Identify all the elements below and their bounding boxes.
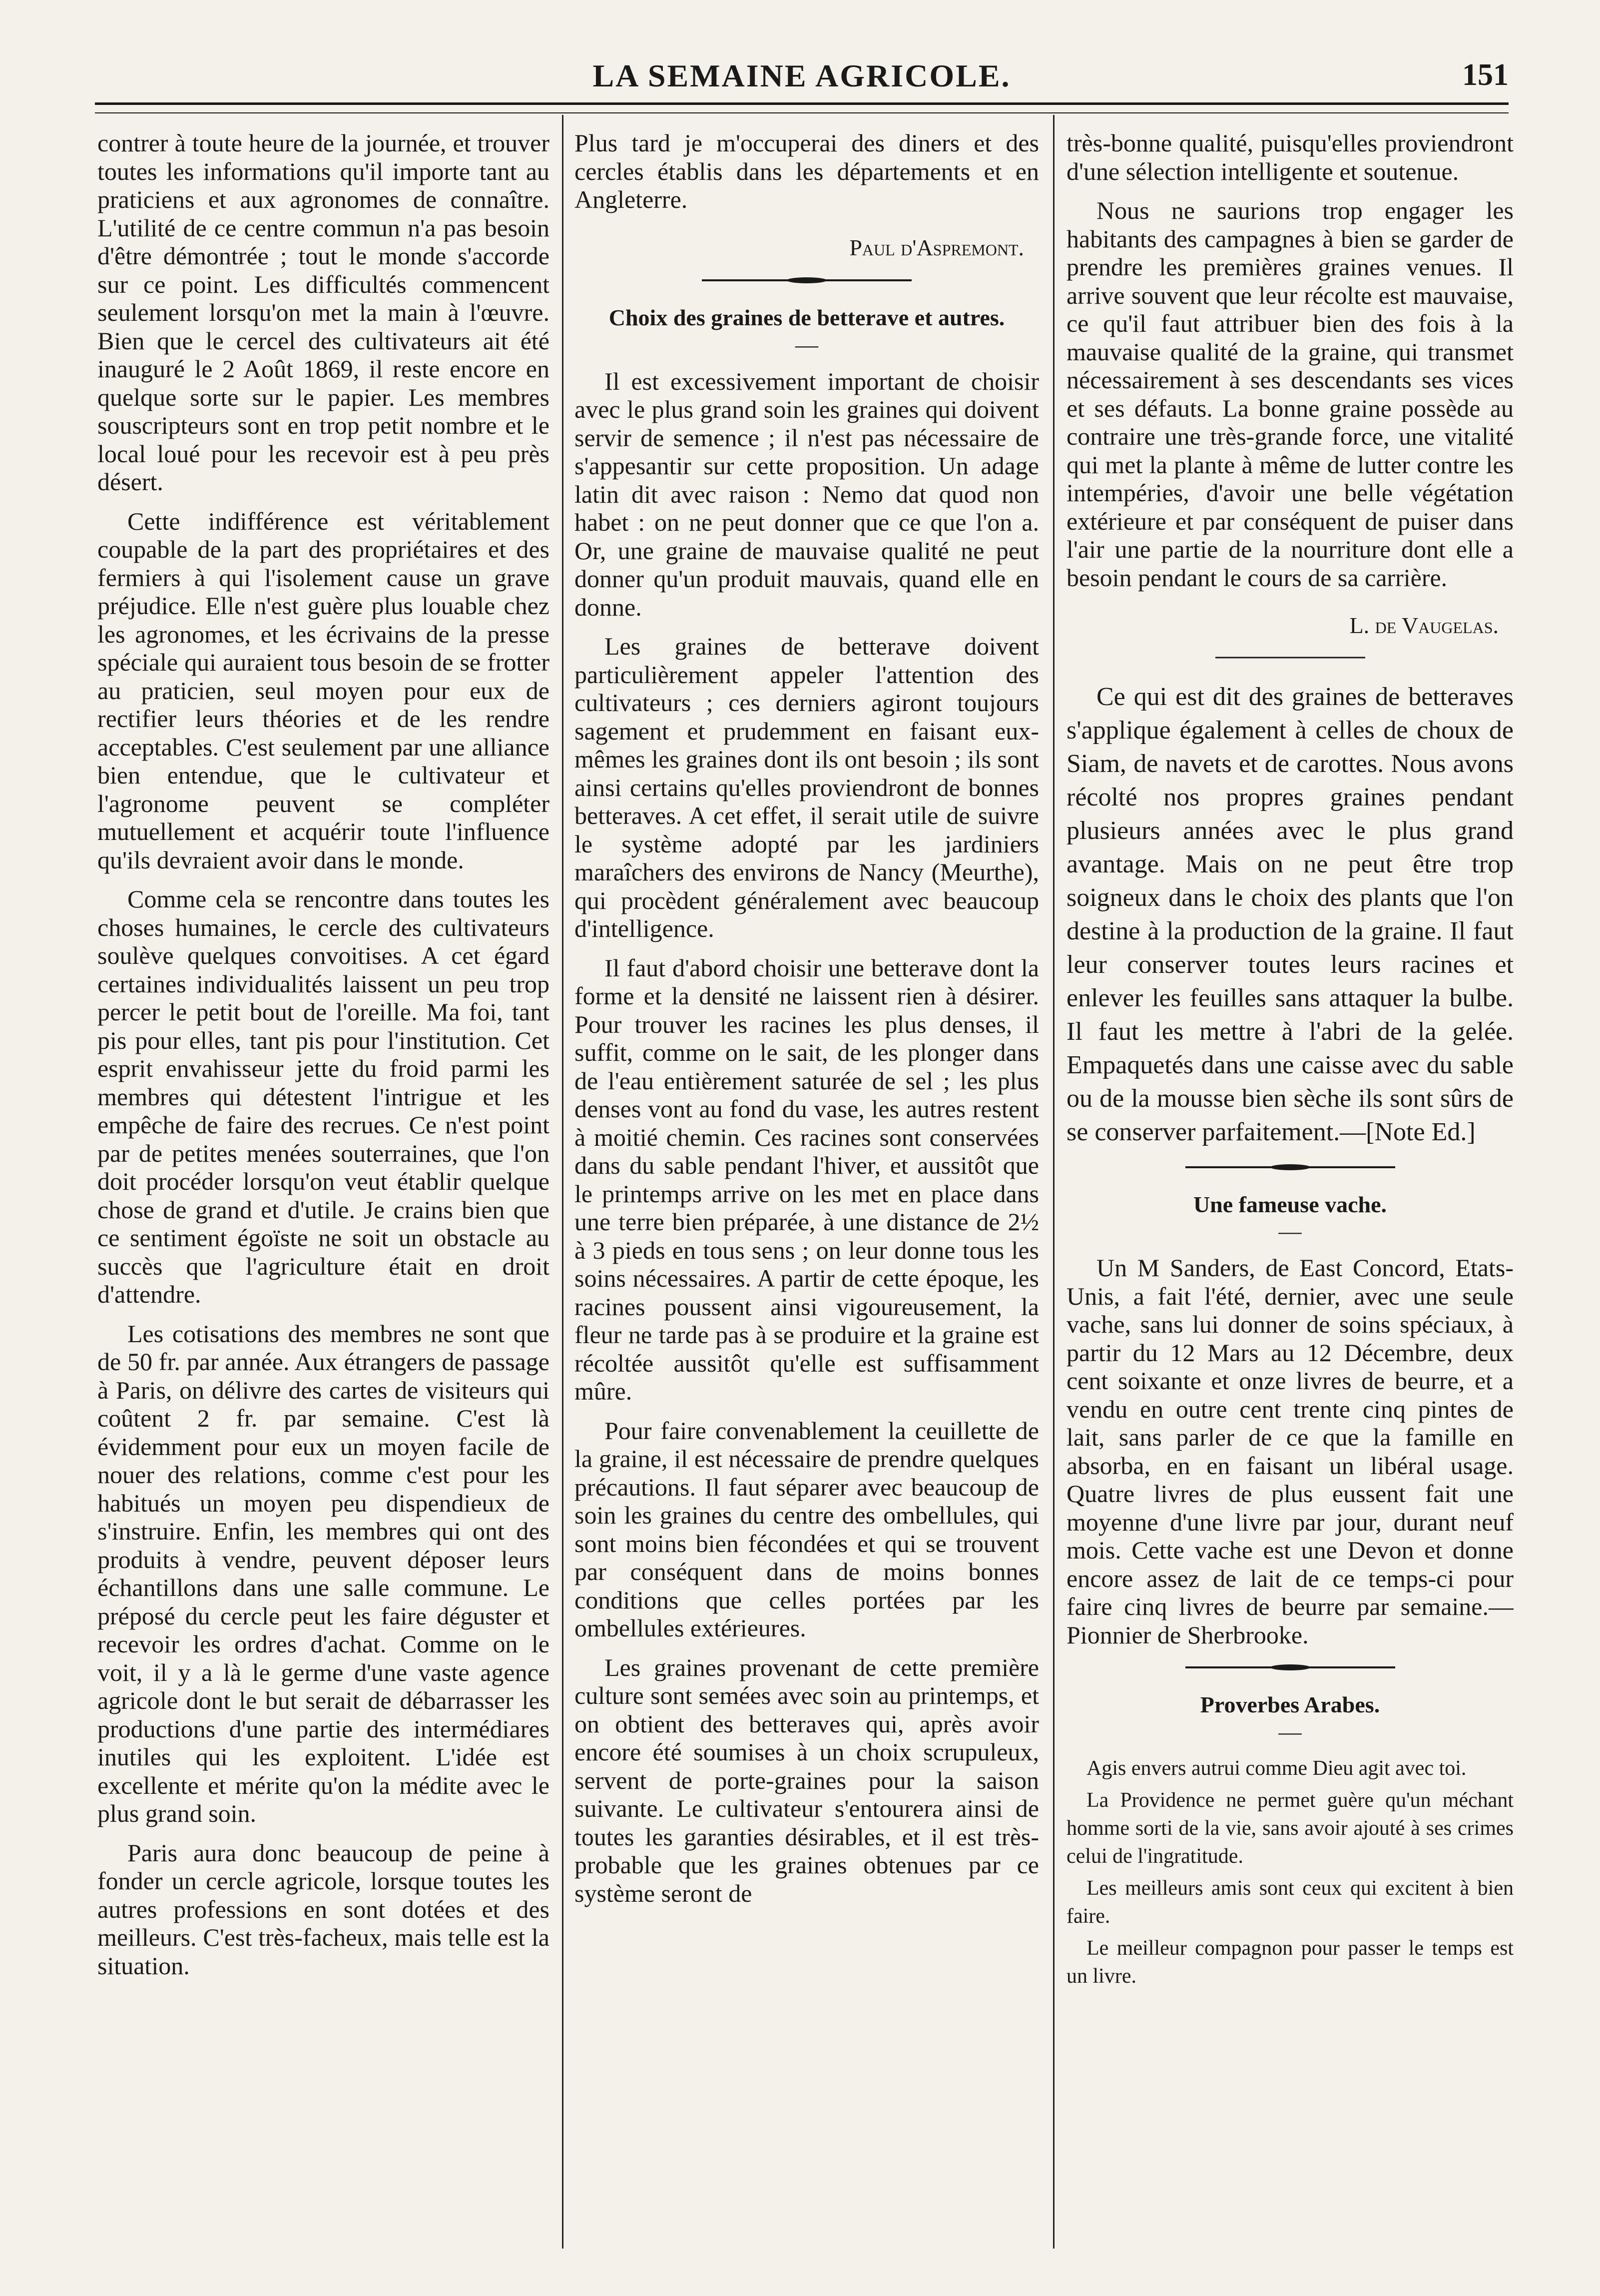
section-title: Choix des graines de betterave et autres. [608,305,1005,330]
column-divider [562,115,563,2249]
proverb: Le meilleur compagnon pour passer le temps est un livre. [1067,1936,1514,1988]
paragraph: Les graines provenant de cette première culture sont semées avec soin au printemps, et on obtient des betteraves qui, après avoir encore été soumises à un choix scrupuleux, servent de porte-graines pour la saison suivante. Le cultivateur s'entourera ainsi de toutes les garanties désirables, et il est très-probable que les graines obtenues par ce système seront de [574,1653,1039,1907]
paragraph: Paris aura donc beaucoup de peine à fonder un cercle agricole, lorsque toutes les autres professions en sont dotées et des meilleurs. C'est très-facheux, mais telle est la situation. [97,1838,549,1980]
separator-ornament [1185,1664,1395,1671]
column-2 [574,129,1039,2243]
paragraph: très-bonne qualité, puisqu'elles proviendront d'une sélection intelligente et soutenue. [1067,129,1514,185]
section-title: Proverbes Arabes. [1200,1692,1380,1717]
proverb: Les meilleurs amis sont ceux qui excitent à bien faire. [1067,1876,1514,1928]
author-signature: Paul d'Aspremont. [849,234,1024,260]
proverb: La Providence ne permet guère qu'un méchant homme sorti de la vie, sans avoir ajouté à ses crimes celui de l'ingratitude. [1067,1788,1514,1868]
separator-ornament [1185,1164,1395,1171]
proverbs-list [1067,1754,1514,1990]
section-title: Une fameuse vache. [1193,1191,1387,1217]
journal-title: LA SEMAINE AGRICOLE. [592,58,1011,93]
separator-ornament [702,277,912,284]
column-1 [97,129,549,2243]
paragraph: Un M Sanders, de East Concord, Etats-Unis, a fait l'été, dernier, avec une seule vache, sans lui donner de soins spéciaux, à partir du 12 Mars au 12 Décembre, deux cent soixante et onze livres de beurre, et a vendu en outre cent trente cinq pintes de lait, sans parler de ce que la famille en absorba, en en faisant un libéral usage. Quatre livres de plus eussent fait une moyenne d'une livre par jour, durant neuf mois. Cette vache est une Devon et donne encore assez de lait de ce temps-ci pour faire cinq livres de beurre par semaine.—Pionnier de Sherbrooke. [1067,1254,1514,1649]
title-dash: — [1278,1718,1302,1744]
paragraph: Il est excessivement important de choisir avec le plus grand soin les graines qui doivent servir de semence ; il n'est pas nécessaire de s'appesantir sur cette proposition. Un adage latin dit avec raison : Nemo dat quod non habet : on ne peut donner que ce que l'on a. Or, une graine de mauvaise qualité ne peut donner qu'un produit mauvais, quand elle en donne. [574,367,1039,621]
page-header [95,57,1509,97]
title-dash: — [795,331,818,357]
separator-ornament [1215,655,1365,660]
paragraph: Cette indifférence est véritablement coupable de la part des propriétaires et des fermiers à qui l'isolement cause un grave préjudice. Elle n'est guère plus louable chez les agronomes, et les écrivains de la presse spéciale qui auraient tous besoin de se frotter au praticien, seul moyen pour eux de rectifier leurs théories et de les rendre acceptables. C'est seulement par une alliance bien entendue, que le cultivateur et l'agronome peuvent se compléter mutuellement et acquérir toute l'influence qu'ils devraient avoir dans le monde. [97,507,549,874]
page-number: 151 [1462,58,1509,92]
paragraph: Les cotisations des membres ne sont que de 50 fr. par année. Aux étrangers de passage à Paris, on délivre des cartes de visiteurs qui coûtent 2 fr. par semaine. C'est là évidemment pour eux un moyen facile de nouer des relations, comme c'est pour les habitués un moyen peu dispendieux de s'instruire. Enfin, les membres qui ont des produits à vendre, peuvent déposer leurs échantillons dans une salle commune. Le préposé du cercle peut les faire déguster et recevoir les ordres d'achat. Comme on le voit, il y a là le germe d'une vaste agence agricole dont le but serait de débarrasser les productions d'une partie des intermédiares inutiles qui les exploitent. L'idée est excellente et mérite qu'on la médite avec le plus grand soin. [97,1319,549,1827]
title-dash: — [1278,1218,1302,1244]
paragraph: Comme cela se rencontre dans toutes les choses humaines, le cercle des cultivateurs soulève quelques convoitises. A cet égard certaines individualités laissent un peu trop percer le petit bout de l'oreille. Ma foi, tant pis pour elles, tant pis pour l'institution. Cet esprit envahisseur jette du froid parmi les membres qui détestent l'intrigue et les empêche de faire des recrues. Ce n'est point par de petites menées souterraines, que l'on doit procéder lorsqu'on veut établir quelque chose de grand et d'utile. Je crains bien que ce sentiment égoïste ne soit un obstacle au succès que l'agriculture était en droit d'attendre. [97,885,549,1308]
paragraph: Il faut d'abord choisir une betterave dont la forme et la densité ne laissent rien à désirer. Pour trouver les racines les plus denses, il suffit, comme on le sait, de les plonger dans de l'eau entièrement saturée de sel ; les plus denses vont au fond du vase, les autres restent à moitié chemin. Ces racines sont conservées dans du sable pendant l'hiver, et aussitôt que le printemps arrive on les met en place dans une terre bien préparée, à une distance de 2½ à 3 pieds en tous sens ; on leur donne tous les soins nécessaires. A partir de cette époque, les racines poussent ainsi vigoureusement, la fleur ne tarde pas à se produire et la graine est récoltée aussitôt qu'elle est suffisamment mûre. [574,953,1039,1405]
proverb: Agis envers autrui comme Dieu agit avec toi. [1086,1756,1467,1780]
header-rule [95,102,1509,113]
column-divider [1053,115,1055,2249]
editor-note [1067,680,1514,1149]
paragraph: Ce qui est dit des graines de betteraves s'applique également à celles de choux de Siam, de navets et de carottes. Nous avons récolté nos propres graines pendant plusieurs années avec le plus grand avantage. Mais on ne peut être trop soigneux dans le choix des plants que l'on destine à la production de la graine. Il faut leur conserver toutes leurs racines et enlever les feuilles sans attaquer la bulbe. Il faut les mettre à l'abri de la gelée. Empaquetés dans une caisse avec du sable ou de la mousse bien sèche ils sont sûrs de se conserver parfaitement.—[Note Ed.] [1067,682,1514,1146]
paragraph: Les graines de betterave doivent particulièrement appeler l'attention des cultivateurs ; ces derniers agiront toujours sagement et prudemment en faisant eux-mêmes les graines dont ils ont besoin ; ils sont ainsi certains qu'elles proviendront de bonnes betteraves. A cet effet, il serait utile de suivre le système adopté par les jardiniers maraîchers des environs de Nancy (Meurthe), qui procèdent généralement avec beaucoup d'intelligence. [574,632,1039,942]
paragraph: Plus tard je m'occuperai des diners et des cercles établis dans les départements et en Angleterre. [574,129,1039,213]
column-3 [1067,129,1514,2243]
paragraph: Nous ne saurions trop engager les habitants des campagnes à bien se garder de prendre les premières graines venues. Il arrive souvent que leur récolte est mauvaise, ce qu'il faut attribuer bien des fois à la mauvaise qualité de la graine, qui transmet nécessairement à ses descendants ses vices et ses défauts. La bonne graine possède au contraire une très-grande force, une vitalité qui met la plante à même de lutter contre les intempéries, d'avoir une belle végétation extérieure et par conséquent de puiser dans l'air une partie de la nourriture dont elle a besoin pendant le cours de sa carrière. [1067,196,1514,592]
paragraph: Pour faire convenablement la ceuillette de la graine, il est nécessaire de prendre quelques précautions. Il faut séparer avec beaucoup de soin les graines du centre des ombellules, qui sont moins bien fécondées et qui se trouvent par conséquent dans de moins bonnes conditions que celles portées par les ombellules extérieures. [574,1416,1039,1642]
author-signature: L. de Vaugelas. [1349,613,1499,638]
paragraph: contrer à toute heure de la journée, et trouver toutes les informations qu'il importe tant au praticiens et aux agronomes de connaître. L'utilité de ce centre commun n'a pas besoin d'être démontrée ; tout le monde s'accorde sur ce point. Les difficultés commencent seulement lorsqu'on met la main à l'œuvre. Bien que le cercel des cultivateurs ait été inauguré le 2 Août 1869, il reste encore en quelque sorte sur le papier. Les membres souscripteurs sont en trop petit nombre et le local loué pour les recevoir est à peu près désert. [97,129,549,496]
